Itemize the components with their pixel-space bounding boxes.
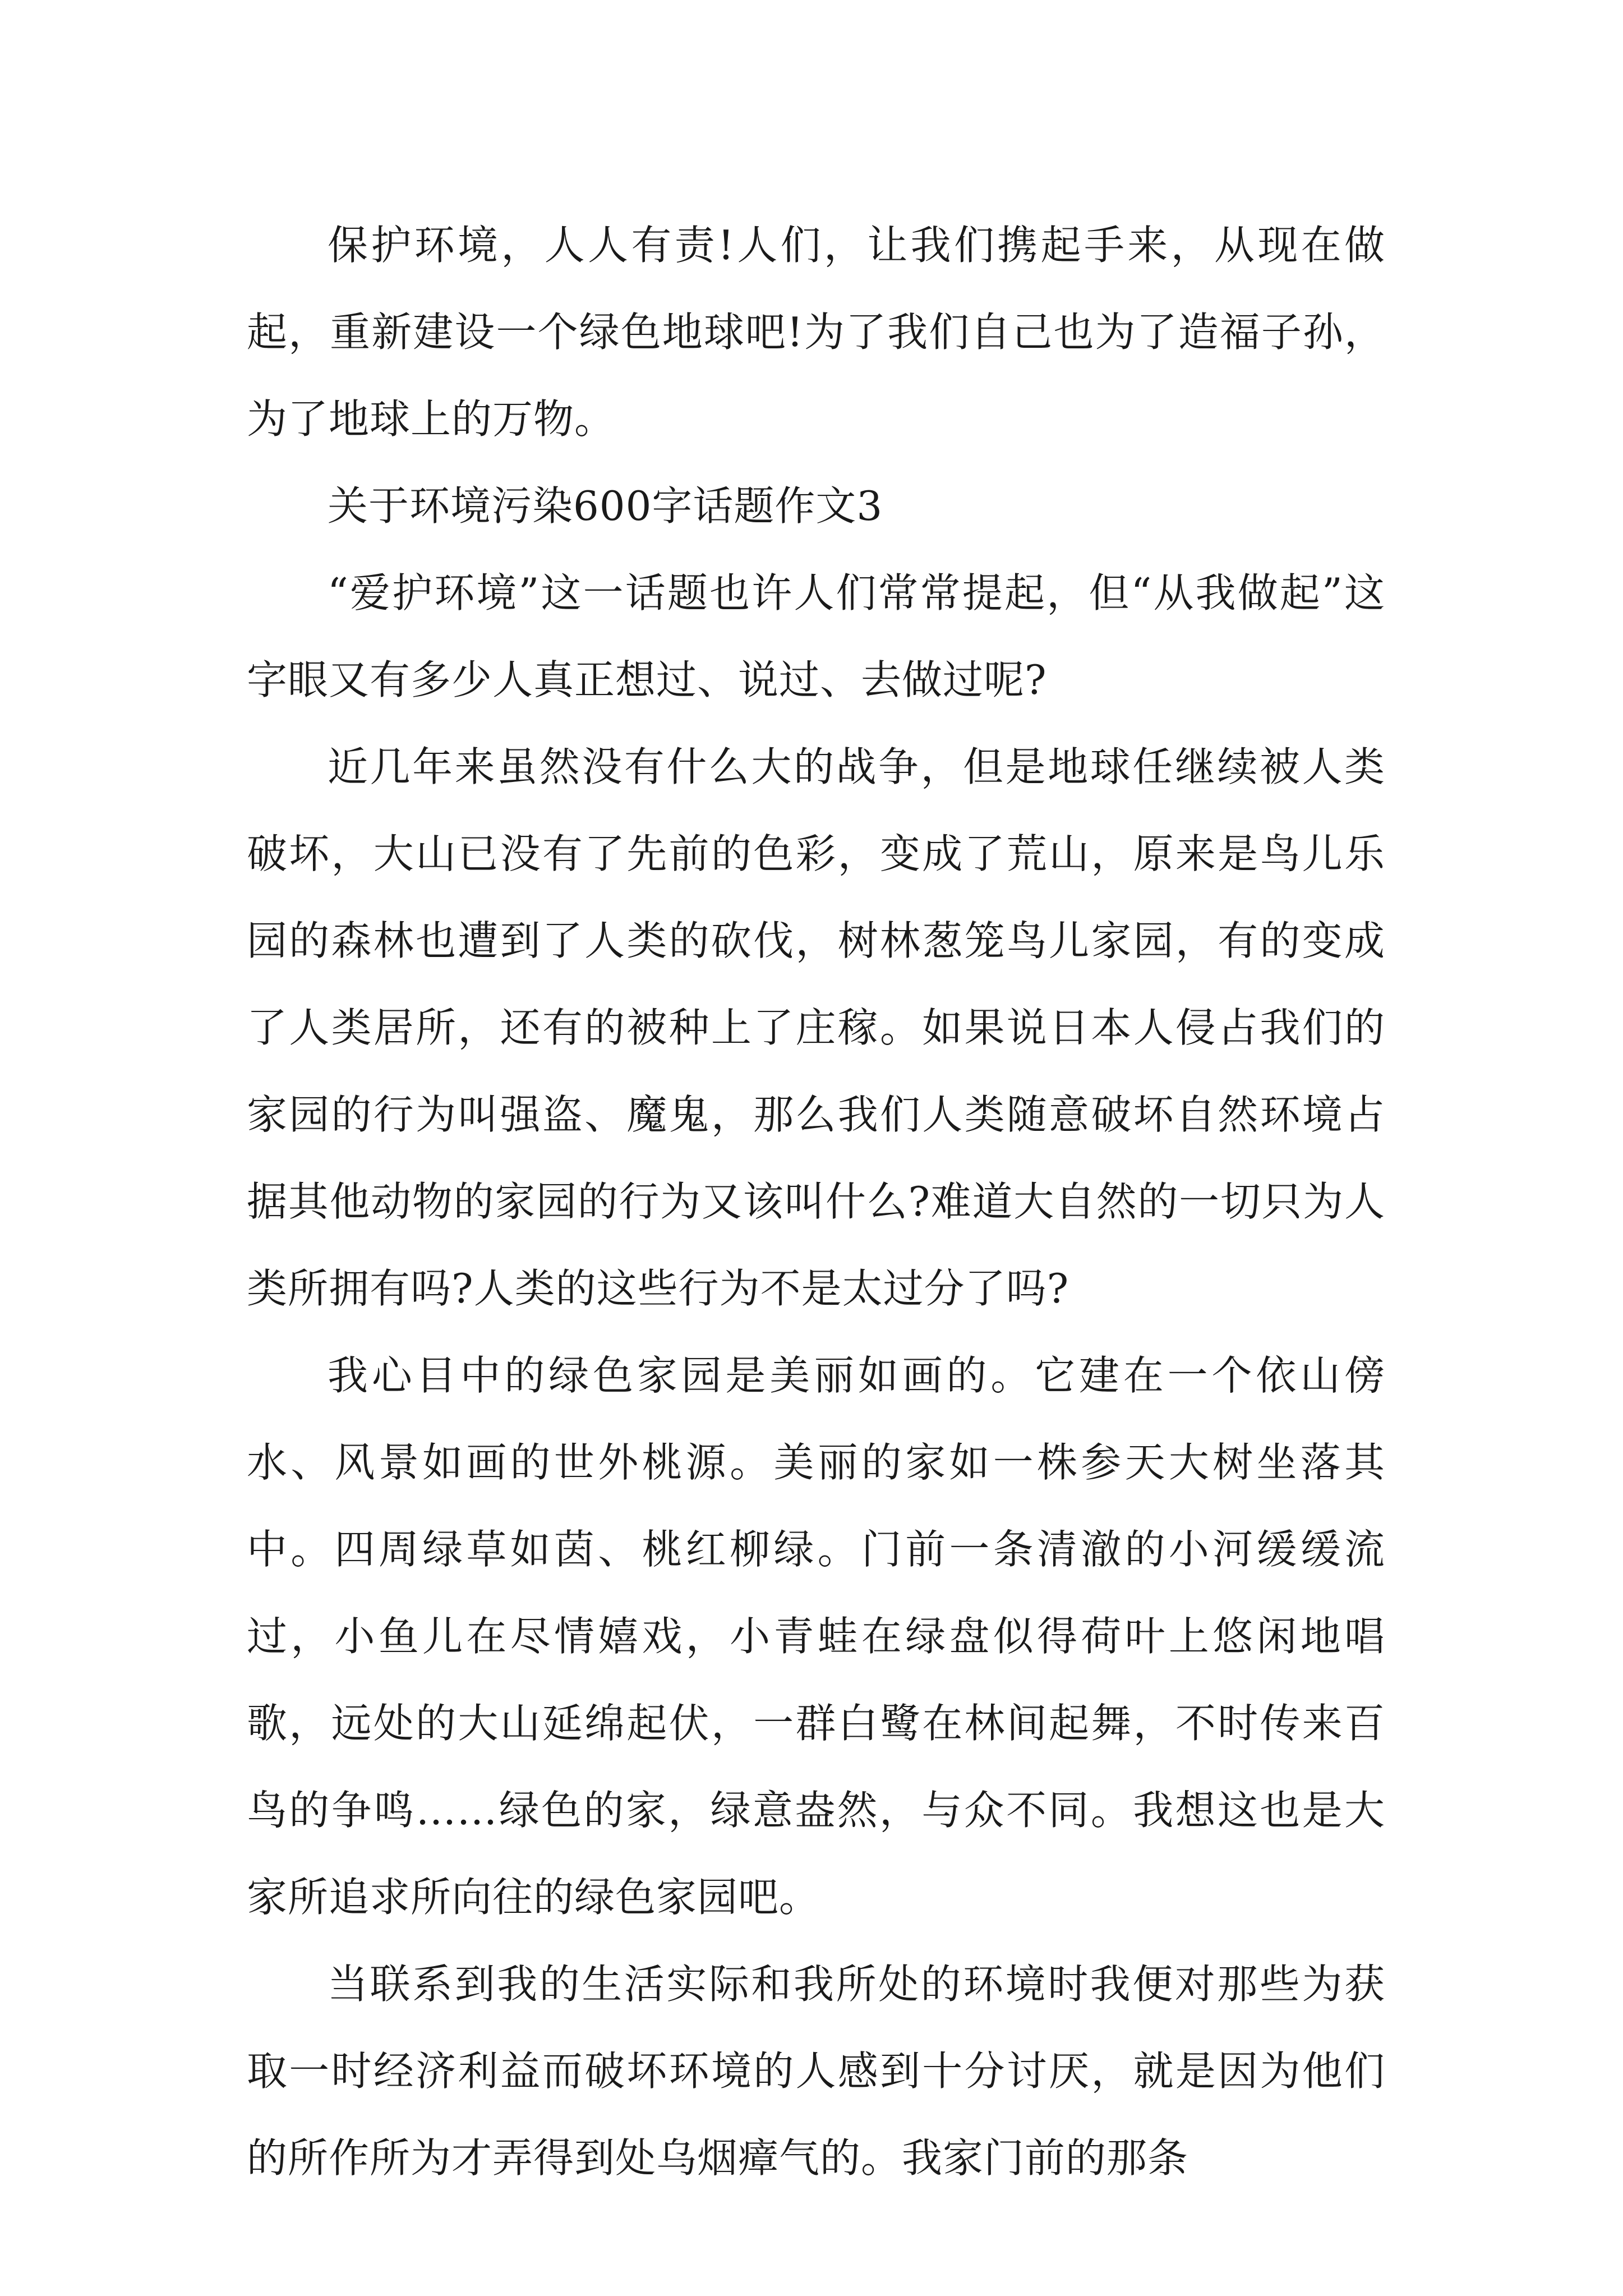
paragraph-2: “爱护环境”这一话题也许人们常常提起，但“从我做起”这字眼又有多少人真正想过、说过、去做过呢?	[247, 569, 1385, 703]
paragraph-5: 当联系到我的生活实际和我所处的环境时我便对那些为获取一时经济利益而破坏环境的人感到十分讨厌，就是因为他们的所作所为才弄得到处乌烟瘴气的。我家门前的那条	[247, 1961, 1385, 2182]
document-body	[247, 202, 1385, 2202]
section-heading: 关于环境污染600字话题作文3	[328, 482, 883, 530]
paragraph-1: 保护环境，人人有责!人们，让我们携起手来，从现在做起，重新建设一个绿色地球吧!为了我们自己也为了造福子孙，为了地球上的万物。	[247, 222, 1385, 443]
paragraph-4: 我心目中的绿色家园是美丽如画的。它建在一个依山傍水、风景如画的世外桃源。美丽的家如一株参天大树坐落其中。四周绿草如茵、桃红柳绿。门前一条清澈的小河缓缓流过，小鱼儿在尽情嬉戏，小青蛙在绿盘似得荷叶上悠闲地唱歌，远处的大山延绵起伏，一群白鹭在林间起舞，不时传来百鸟的争鸣……绿色的家，绿意盎然，与众不同。我想这也是大家所追求所向往的绿色家园吧。	[247, 1352, 1385, 1921]
paragraph-3: 近几年来虽然没有什么大的战争，但是地球任继续被人类破坏，大山已没有了先前的色彩，变成了荒山，原来是鸟儿乐园的森林也遭到了人类的砍伐，树林葱笼鸟儿家园，有的变成了人类居所，还有的被种上了庄稼。如果说日本人侵占我们的家园的行为叫强盗、魔鬼，那么我们人类随意破坏自然环境占据其他动物的家园的行为又该叫什么?难道大自然的一切只为人类所拥有吗?人类的这些行为不是太过分了吗?	[247, 743, 1385, 1312]
